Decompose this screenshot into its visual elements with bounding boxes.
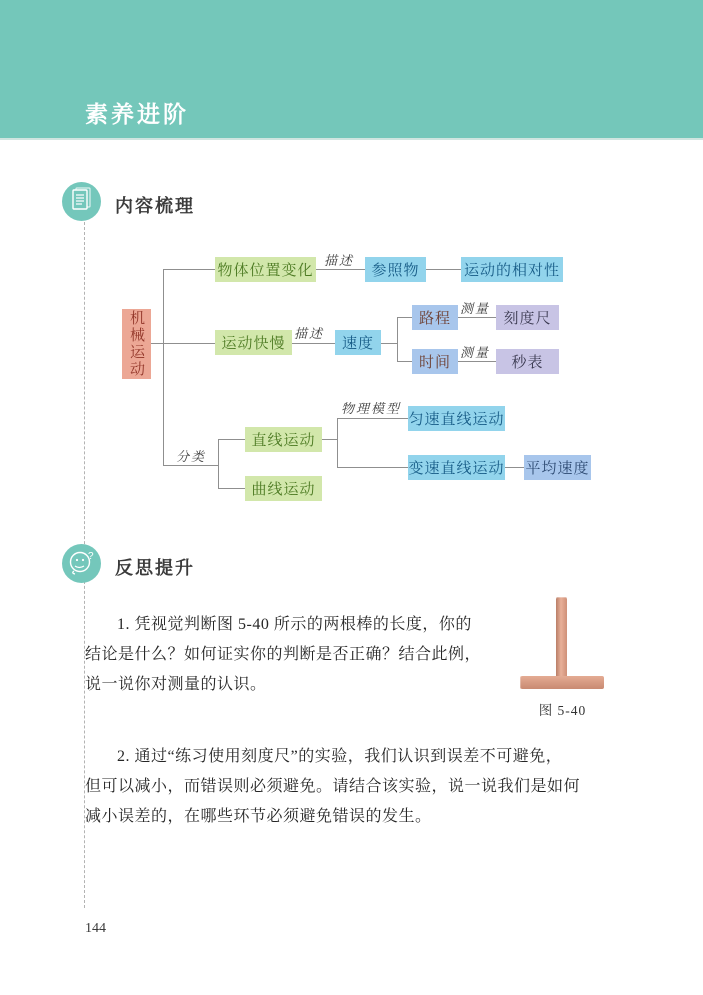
node-uniform-linear-motion: 匀速直线运动 (408, 406, 505, 431)
page-header-band (0, 0, 703, 140)
connector-line (397, 317, 398, 362)
node-stopwatch: 秒表 (496, 349, 559, 374)
reflection-question-1 (85, 610, 525, 700)
node-mechanical-motion: 机械运动 (122, 309, 151, 379)
node-reference-object: 参照物 (365, 257, 426, 282)
edge-label-physical-model: 物理模型 (341, 401, 402, 416)
figure-5-40 (515, 595, 610, 717)
connector-line (218, 439, 245, 440)
vertical-bar-image (556, 597, 567, 681)
node-average-velocity: 平均速度 (524, 455, 591, 480)
connector-line (322, 439, 337, 440)
edge-label-describe: 描述 (324, 253, 355, 268)
connector-line (337, 467, 408, 468)
node-ruler: 刻度尺 (496, 305, 559, 330)
document-icon (62, 180, 101, 224)
question-2-line: 但可以减小，而错误则必须避免。请结合该实验，说一说我们是如何 (85, 778, 581, 795)
horizontal-bar-image (520, 676, 604, 689)
node-distance: 路程 (412, 305, 458, 330)
edge-label-measure: 测量 (460, 345, 491, 360)
page-number: 144 (85, 921, 106, 936)
content-review-section-title: 内容梳理 (115, 196, 195, 216)
svg-text:?: ? (88, 550, 94, 562)
node-velocity: 速度 (335, 330, 381, 355)
reflection-question-2 (85, 742, 645, 832)
figure-caption: 图 5-40 (538, 703, 587, 718)
connector-line (316, 269, 365, 270)
node-position-change: 物体位置变化 (215, 257, 316, 282)
edge-label-measure: 测量 (460, 301, 491, 316)
question-1-line: 结论是什么？如何证实你的判断是否正确？结合此例， (85, 646, 482, 663)
connector-line (151, 343, 215, 344)
question-1-line: 说一说你对测量的认识。 (85, 676, 267, 693)
connector-line (458, 317, 496, 318)
connector-line (163, 269, 164, 465)
connector-line (163, 465, 218, 466)
connector-line (218, 488, 245, 489)
node-motion-speed: 运动快慢 (215, 330, 292, 355)
node-variable-linear-motion: 变速直线运动 (408, 455, 505, 480)
connector-line (381, 343, 397, 344)
connector-line (218, 439, 219, 489)
question-2-line: 2. 通过“练习使用刻度尺”的实验，我们认识到误差不可避免， (117, 748, 563, 765)
question-1-line: 1. 凭视觉判断图 5-40 所示的两根棒的长度，你的 (117, 616, 472, 633)
connector-line (505, 467, 524, 468)
connector-line (337, 418, 338, 468)
edge-label-describe: 描述 (294, 326, 325, 341)
connector-line (292, 343, 335, 344)
page-title: 素养进阶 (85, 102, 189, 127)
connector-line (163, 269, 215, 270)
reflection-section-title: 反思提升 (115, 558, 195, 578)
thinking-face-icon (62, 542, 101, 586)
connector-line (337, 418, 408, 419)
connector-line (458, 361, 496, 362)
connector-line (397, 317, 412, 318)
node-curved-motion: 曲线运动 (245, 476, 322, 501)
node-relativity-of-motion: 运动的相对性 (461, 257, 563, 282)
node-time: 时间 (412, 349, 458, 374)
question-2-line: 减小误差的，在哪些环节必须避免错误的发生。 (85, 808, 432, 825)
content-review-section-badge (62, 182, 101, 221)
edge-label-classify: 分类 (176, 449, 207, 464)
connector-line (426, 269, 461, 270)
reflection-section-badge (62, 544, 101, 583)
node-linear-motion: 直线运动 (245, 427, 322, 452)
connector-line (397, 361, 412, 362)
